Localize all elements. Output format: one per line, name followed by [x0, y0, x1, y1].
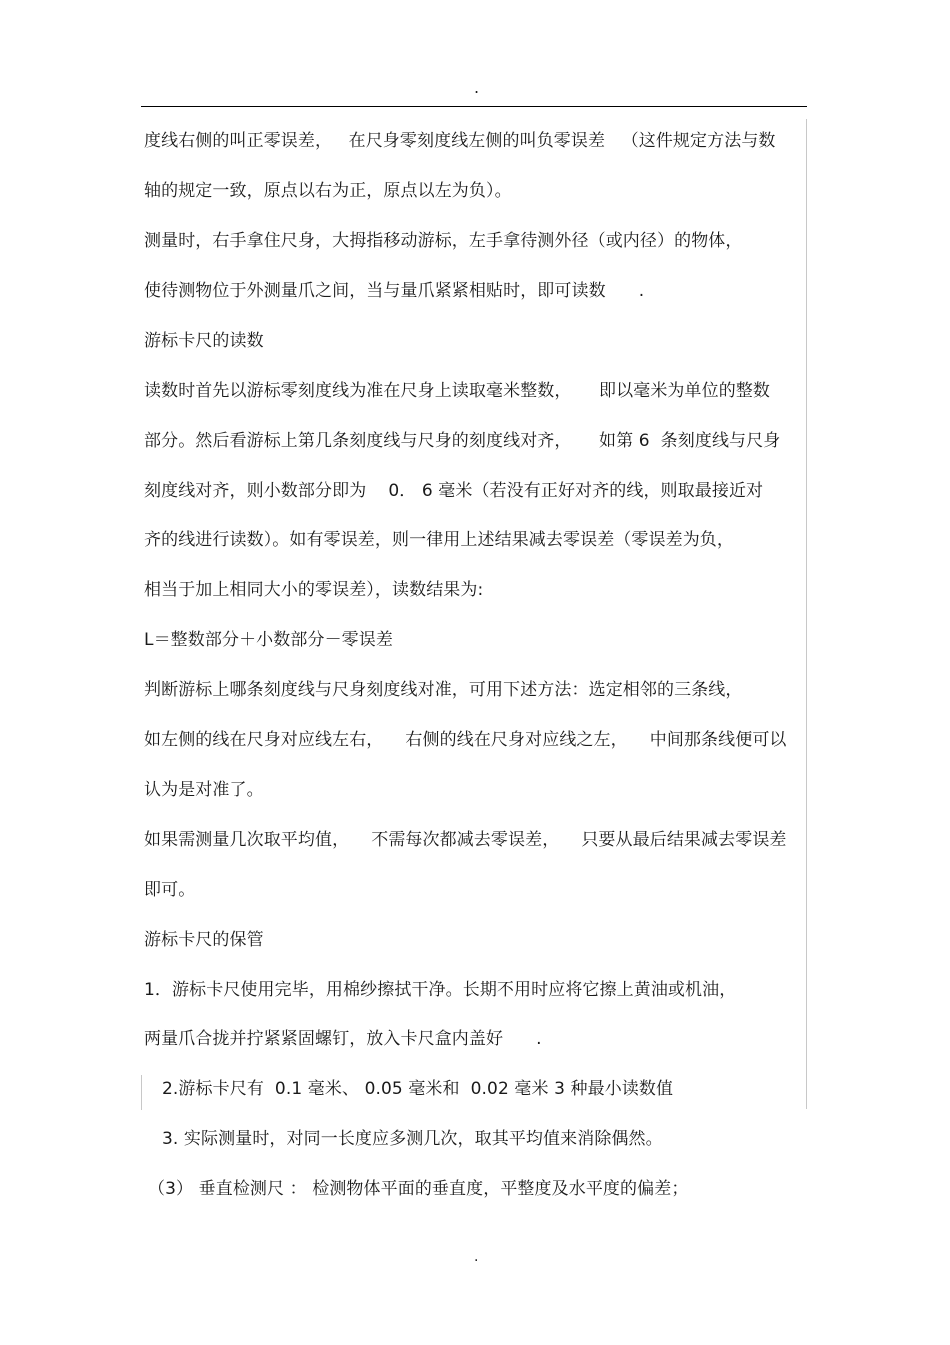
list-item-continuation: 两量爪合拢并拧紧紧固螺钉，放入卡尺盒内盖好 . [144, 1029, 542, 1049]
footer-dot: . [474, 1249, 479, 1265]
body-line: 读数时首先以游标零刻度线为准在尺身上读取毫米整数， 即以毫米为单位的整数 [144, 381, 771, 401]
body-line: 如果需测量几次取平均值， 不需每次都减去零误差， 只要从最后结果减去零误差 [144, 830, 787, 850]
body-line: 轴的规定一致，原点以右为正，原点以左为负）。 [144, 181, 512, 201]
list-item: 3. 实际测量时，对同一长度应多测几次，取其平均值来消除偶然。 [162, 1129, 663, 1149]
list-item: 1．游标卡尺使用完毕，用棉纱擦拭干净。长期不用时应将它擦上黄油或机油， [144, 980, 737, 1000]
body-line: 相当于加上相同大小的零误差），读数结果为: [144, 580, 484, 600]
left-margin-line [141, 1075, 142, 1110]
subsection-line: （3） 垂直检测尺 ： 检测物体平面的垂直度，平整度及水平度的偏差； [148, 1179, 689, 1199]
body-line: 刻度线对齐，则小数部分即为 0． 6 毫米（若没有正好对齐的线，则取最接近对 [144, 481, 764, 501]
body-line: 如左侧的线在尺身对应线左右， 右侧的线在尺身对应线之左， 中间那条线便可以 [144, 730, 787, 750]
header-rule [141, 106, 807, 107]
body-line: 即可。 [144, 880, 196, 900]
body-line: 度线右侧的叫正零误差， 在尺身零刻度线左侧的叫负零误差 （这件规定方法与数 [144, 131, 776, 151]
section-heading: 游标卡尺的读数 [144, 331, 264, 351]
body-line: 判断游标上哪条刻度线与尺身刻度线对准，可用下述方法：选定相邻的三条线， [144, 680, 743, 700]
section-heading: 游标卡尺的保管 [144, 930, 264, 950]
list-item: 2.游标卡尺有 0.1 毫米、 0.05 毫米和 0.02 毫米 3 种最小读数值 [162, 1079, 674, 1099]
body-line: 齐的线进行读数）。如有零误差，则一律用上述结果减去零误差（零误差为负， [144, 530, 734, 550]
body-line: 部分。然后看游标上第几条刻度线与尺身的刻度线对齐， 如第 6 条刻度线与尺身 [144, 431, 781, 451]
formula-line: L＝整数部分＋小数部分－零误差 [144, 630, 393, 650]
body-line: 测量时，右手拿住尺身，大拇指移动游标，左手拿待测外径（或内径）的物体， [144, 231, 743, 251]
body-line: 认为是对准了。 [144, 780, 264, 800]
right-margin-line [806, 119, 807, 1109]
header-dot: . [474, 78, 480, 97]
body-line: 使待测物位于外测量爪之间，当与量爪紧紧相贴时，即可读数 . [144, 281, 645, 301]
